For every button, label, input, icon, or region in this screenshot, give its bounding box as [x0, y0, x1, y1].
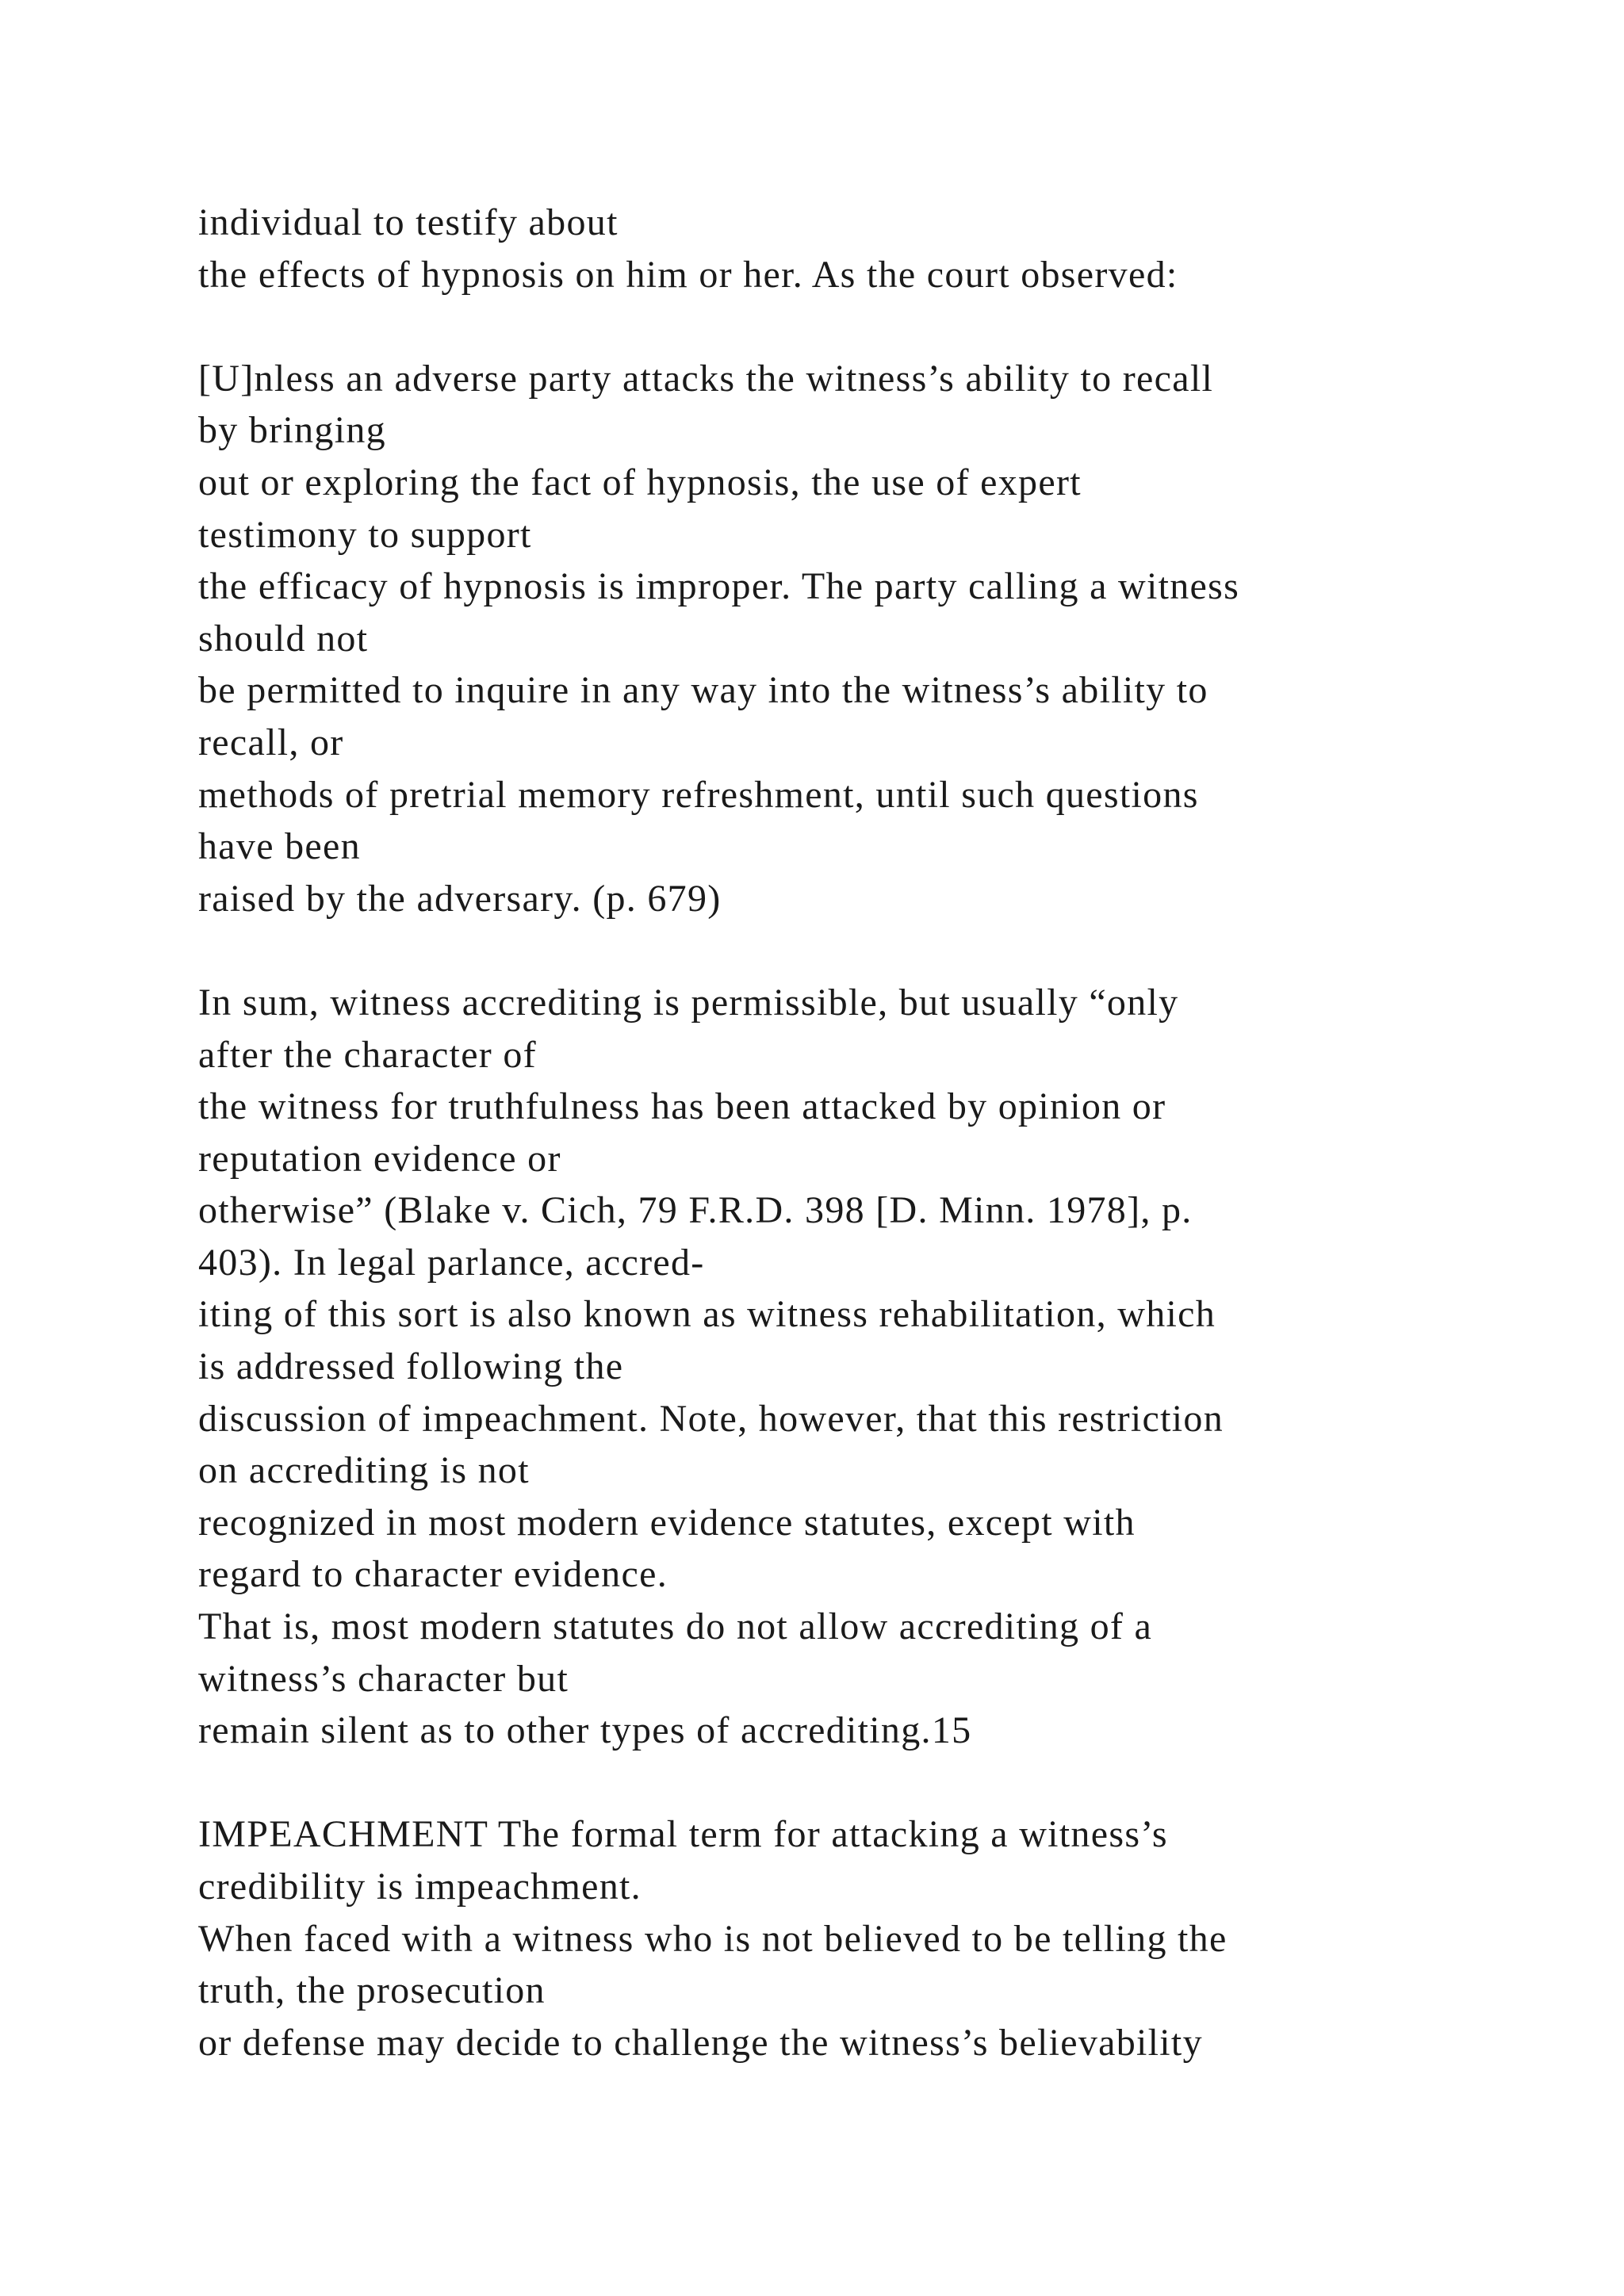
text-line: In sum, witness accrediting is permissible, but usually “only: [198, 981, 1179, 1024]
text-line: the efficacy of hypnosis is improper. The party calling a witness: [198, 565, 1240, 608]
text-line: methods of pretrial memory refreshment, until such questions: [198, 773, 1199, 816]
text-line: recognized in most modern evidence statutes, except with: [198, 1501, 1136, 1544]
text-line: on accrediting is not: [198, 1449, 530, 1492]
text-line: truth, the prosecution: [198, 1969, 546, 2012]
para-impeachment: [198, 1808, 1546, 2068]
text-line: the effects of hypnosis on him or her. As the court observed:: [198, 253, 1178, 296]
paragraph-gap: [198, 1757, 1546, 1809]
text-line: reputation evidence or: [198, 1137, 561, 1180]
text-line: by bringing: [198, 409, 386, 452]
document-body: [198, 197, 1546, 2068]
text-line: recall, or: [198, 721, 344, 763]
text-line: IMPEACHMENT The formal term for attacking a witness’s: [198, 1813, 1168, 1856]
text-line: When faced with a witness who is not believed to be telling the: [198, 1917, 1228, 1960]
text-line: should not: [198, 617, 369, 660]
text-line: after the character of: [198, 1033, 537, 1076]
text-line: iting of this sort is also known as witness rehabilitation, which: [198, 1293, 1216, 1336]
text-line: That is, most modern statutes do not allow accrediting of a: [198, 1605, 1153, 1648]
para-hypnosis-intro: [198, 197, 1546, 300]
text-line: regard to character evidence.: [198, 1553, 668, 1596]
text-line: is addressed following the: [198, 1345, 624, 1388]
text-line: have been: [198, 825, 361, 868]
para-accrediting-summary: [198, 977, 1546, 1757]
text-line: the witness for truthfulness has been attacked by opinion or: [198, 1085, 1166, 1128]
text-line: remain silent as to other types of accrediting.15: [198, 1709, 972, 1752]
text-line: 403). In legal parlance, accred-: [198, 1241, 705, 1284]
text-line: individual to testify about: [198, 201, 619, 243]
text-line: raised by the adversary. (p. 679): [198, 877, 722, 920]
text-line: witness’s character but: [198, 1657, 569, 1700]
text-line: discussion of impeachment. Note, however, that this restriction: [198, 1397, 1224, 1440]
text-line: testimony to support: [198, 513, 532, 556]
text-line: or defense may decide to challenge the witness’s believability: [198, 2021, 1203, 2064]
paragraph-gap: [198, 924, 1546, 977]
text-line: otherwise” (Blake v. Cich, 79 F.R.D. 398 [D. Minn. 1978], p.: [198, 1189, 1193, 1232]
text-line: be permitted to inquire in any way into the witness’s ability to: [198, 669, 1208, 712]
text-line: credibility is impeachment.: [198, 1866, 642, 1908]
text-line: [U]nless an adverse party attacks the witness’s ability to recall: [198, 357, 1214, 400]
text-line: out or exploring the fact of hypnosis, the use of expert: [198, 461, 1082, 503]
para-court-quote: [198, 353, 1546, 925]
paragraph-gap: [198, 300, 1546, 353]
